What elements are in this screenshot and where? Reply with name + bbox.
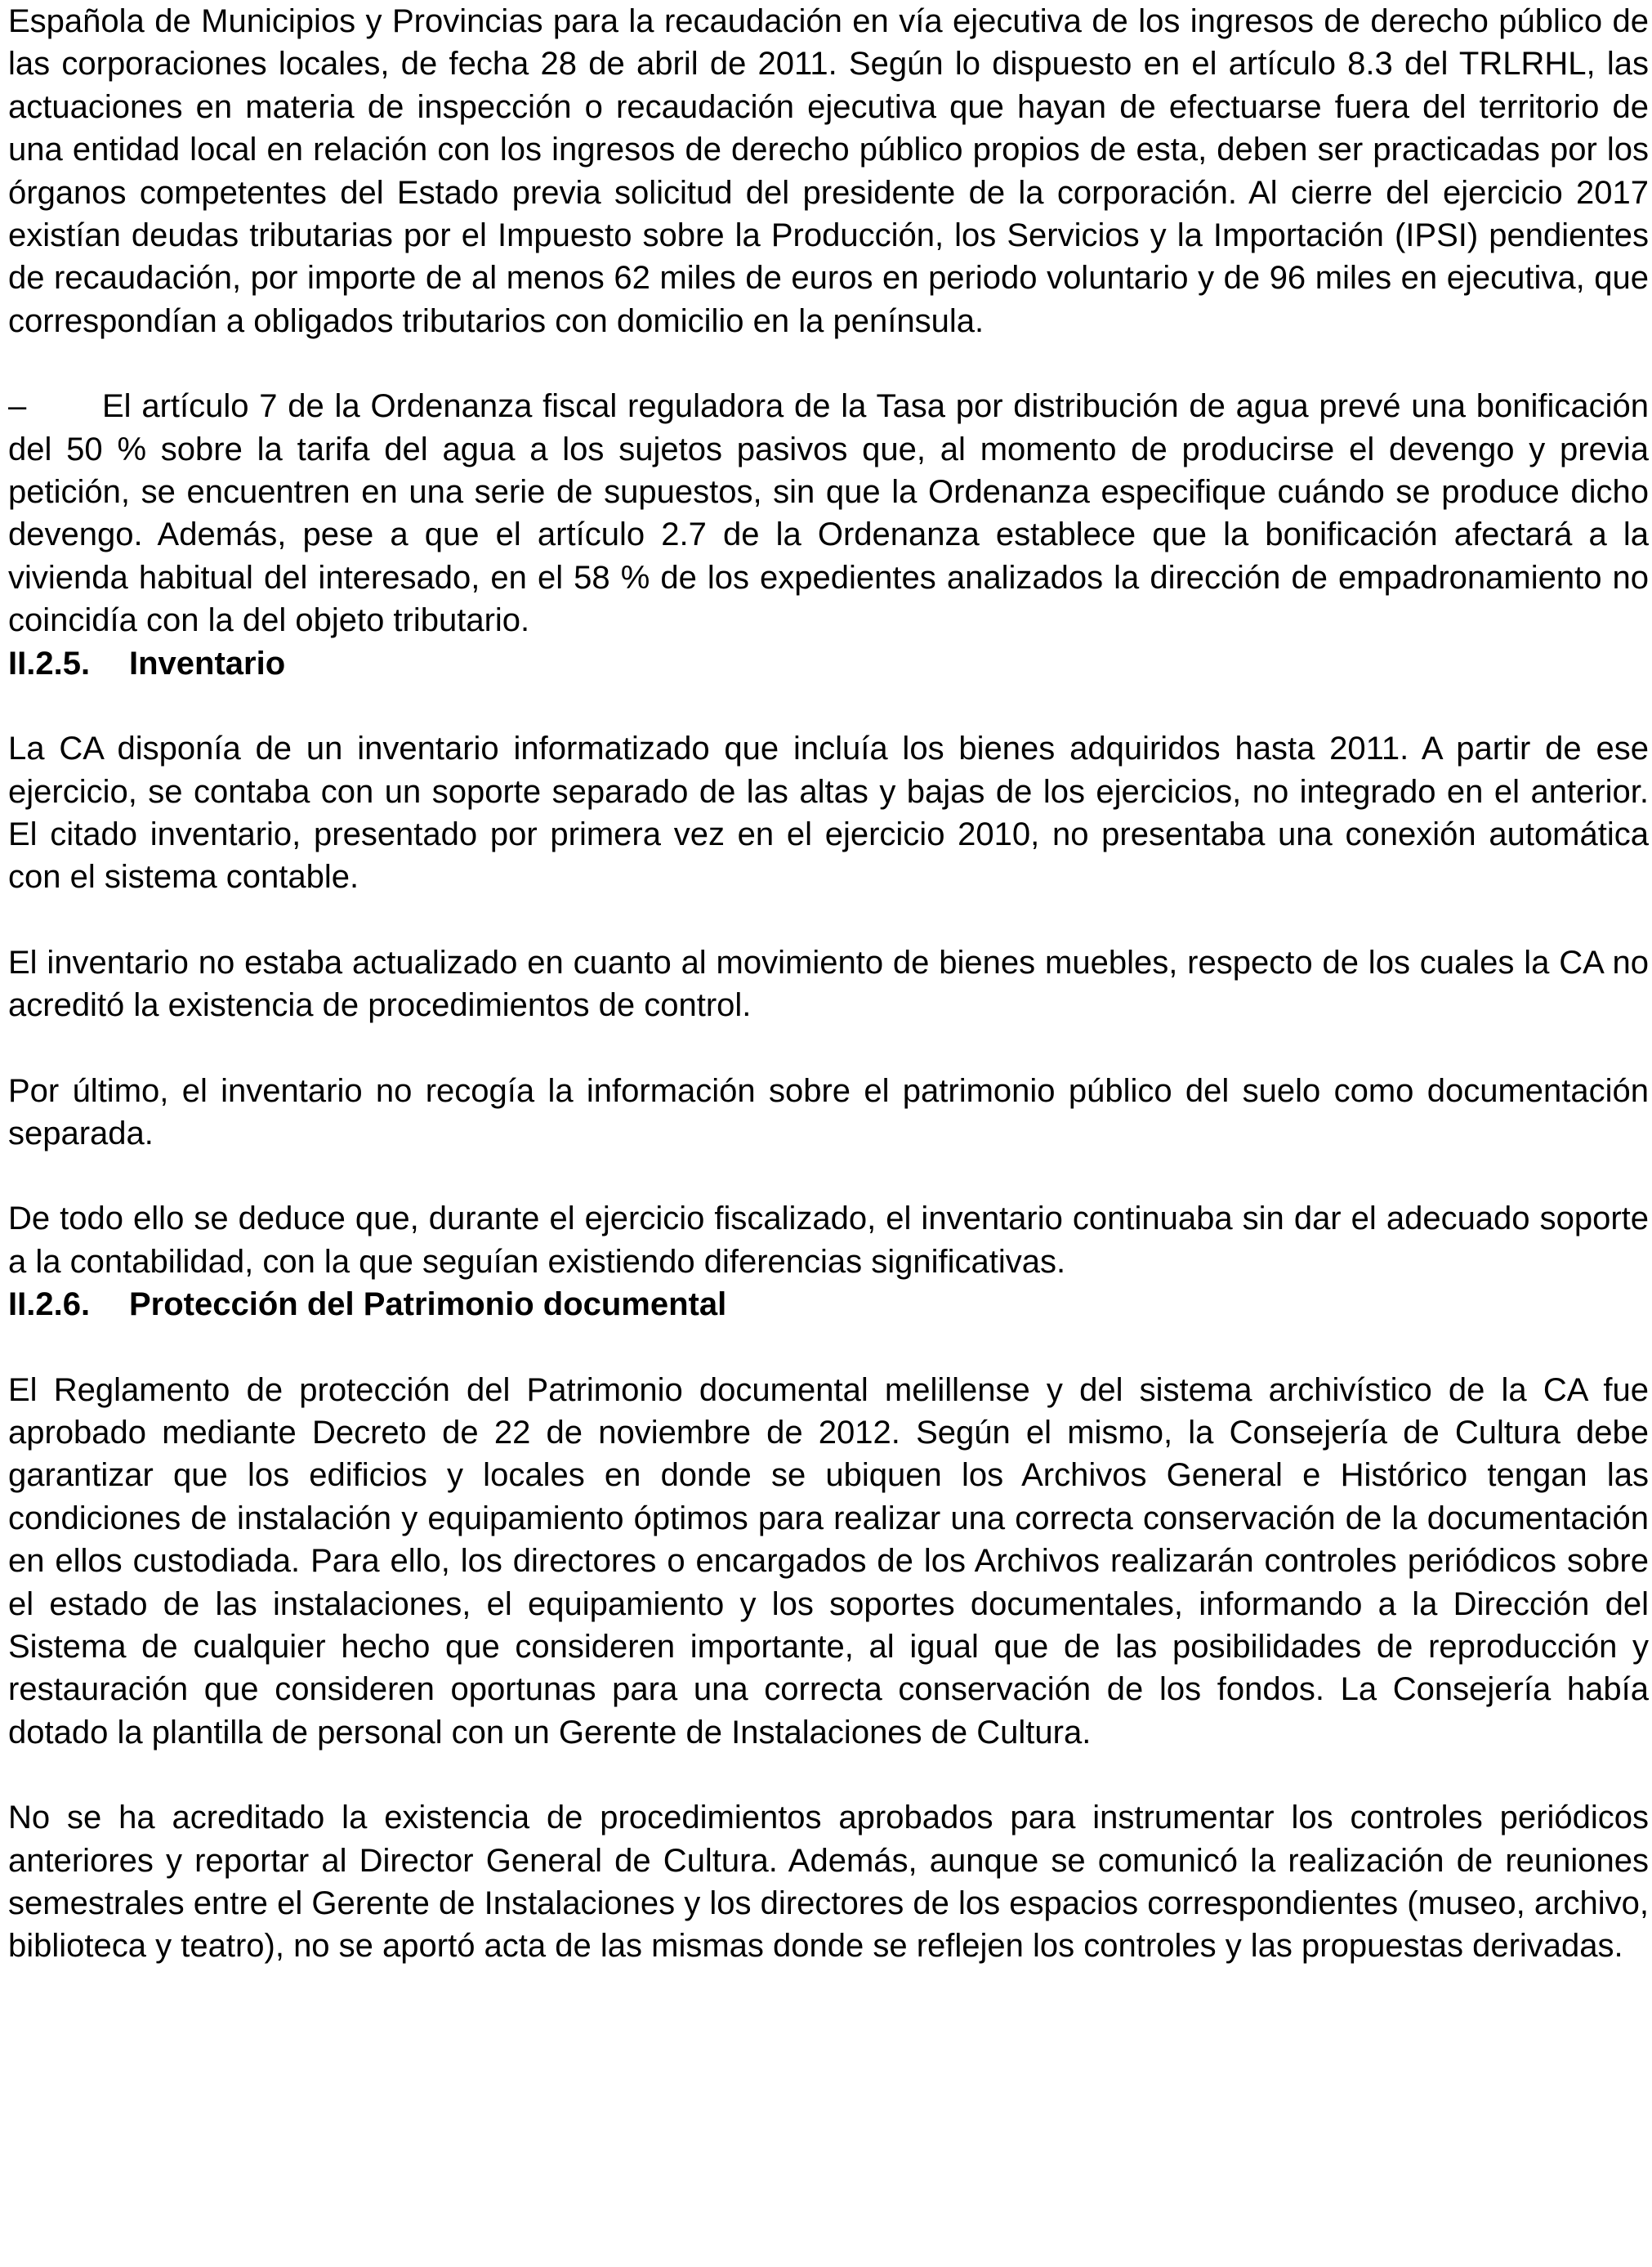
paragraph-patrimonio-1: El Reglamento de protección del Patrimonio documental melillense y del sistema archivístico de la CA fue aprobado mediante Decreto de 22 de noviembre de 2012. Según el mismo, la Consejería de Cultura debe garantizar que los edificios y locales en donde se ubiquen los Archivos General e Histórico tengan las condiciones de instalación y equipamiento óptimos para realizar una correcta conservación de la documentación en ellos custodiada. Para ello, los directores o encargados de los Archivos realizarán controles periódicos sobre el estado de las instalaciones, el equipamiento y los soportes documentales, informando a la Dirección del Sistema de cualquier hecho que consideren importante, al igual que de las posibilidades de reproducción y restauración que consideren oportunas para una correcta conservación de los fondos. La Consejería había dotado la plantilla de personal con un Gerente de Instalaciones de Cultura. (8, 1371, 1649, 1751)
section-heading-patrimonio (8, 1283, 1649, 1326)
document-page (8, 0, 1649, 1968)
paragraph-inventario-3: Por último, el inventario no recogía la información sobre el patrimonio público del suelo como documentación separada. (8, 1072, 1649, 1151)
paragraph-patrimonio-2: No se ha acreditado la existencia de procedimientos aprobados para instrumentar los controles periódicos anteriores y reportar al Director General de Cultura. Además, aunque se comunicó la realización de reuniones semestrales entre el Gerente de Instalaciones y los directores de los espacios correspondientes (museo, archivo, biblioteca y teatro), no se aportó acta de las mismas donde se reflejen los controles y las propuestas derivadas. (8, 1800, 1649, 1965)
paragraph-inventario-4: De todo ello se deduce que, durante el ejercicio fiscalizado, el inventario continuaba sin dar el adecuado soporte a la contabilidad, con la que seguían existiendo diferencias significativas. (8, 1201, 1649, 1280)
list-item-text: El artículo 7 de la Ordenanza fiscal reguladora de la Tasa por distribución de agua prevé una bonificación del 50 % sobre la tarifa del agua a los sujetos pasivos que, al momento de producirse el devengo y previa petición, se encuentren en una serie de supuestos, sin que la Ordenanza especifique cuándo se produce dicho devengo. Además, pese a que el artículo 2.7 de la Ordenanza establece que la bonificación afectará a la vivienda habitual del interesado, en el 58 % de los expedientes analizados la dirección de empadronamiento no coincidía con la del objeto tributario. (8, 388, 1649, 639)
dash-bullet: – (8, 388, 27, 425)
section-number: II.2.6. (8, 1286, 91, 1323)
section-number: II.2.5. (8, 645, 91, 682)
paragraph-recaudacion: Española de Municipios y Provincias para la recaudación en vía ejecutiva de los ingresos de derecho público de las corporaciones locales, de fecha 28 de abril de 2011. Según lo dispuesto en el artículo 8.3 del TRLRHL, las actuaciones en materia de inspección o recaudación ejecutiva que hayan de efectuarse fuera del territorio de una entidad local en relación con los ingresos de derecho público propios de esta, deben ser practicadas por los órganos competentes del Estado previa solicitud del presidente de la corporación. Al cierre del ejercicio 2017 existían deudas tributarias por el Impuesto sobre la Producción, los Servicios y la Importación (IPSI) pendientes de recaudación, por importe de al menos 62 miles de euros en periodo voluntario y de 96 miles en ejecutiva, que correspondían a obligados tributarios con domicilio en la península. (8, 3, 1649, 339)
section-title: Protección del Patrimonio documental (129, 1286, 727, 1323)
paragraph-inventario-1: La CA disponía de un inventario informatizado que incluía los bienes adquiridos hasta 2011. A partir de ese ejercicio, se contaba con un soporte separado de las altas y bajas de los ejercicios, no integrado en el anterior. El citado inventario, presentado por primera vez en el ejercicio 2010, no presentaba una conexión automática con el sistema contable. (8, 731, 1649, 896)
list-item-ordenanza-agua (8, 385, 1649, 642)
section-title: Inventario (129, 645, 286, 682)
paragraph-inventario-2: El inventario no estaba actualizado en cuanto al movimiento de bienes muebles, respecto de los cuales la CA no acreditó la existencia de procedimientos de control. (8, 944, 1649, 1024)
section-heading-inventario (8, 642, 1649, 685)
